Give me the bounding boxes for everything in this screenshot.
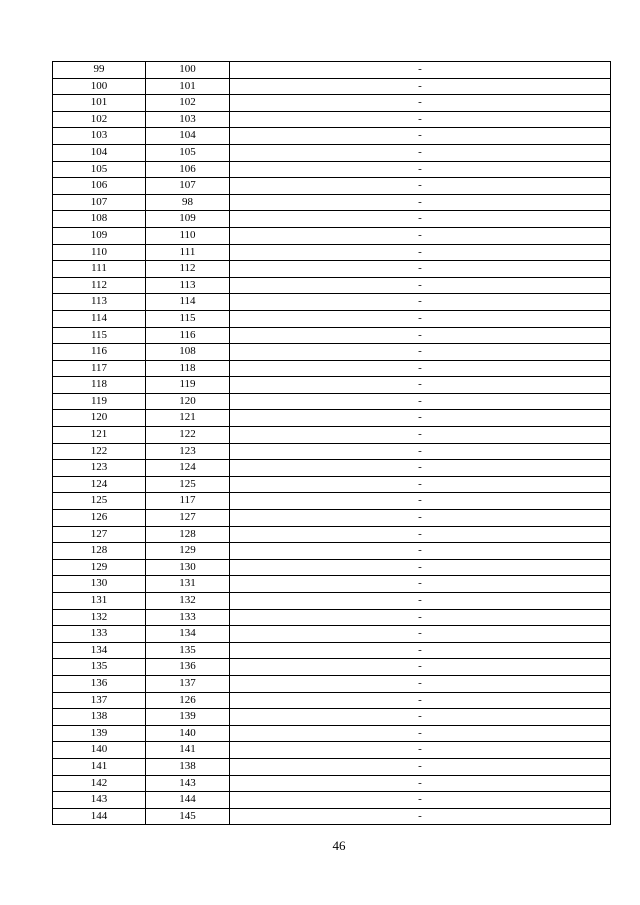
table-cell-col1: 126 — [53, 510, 146, 527]
table-cell-col1: 116 — [53, 344, 146, 361]
table-cell-col1: 139 — [53, 725, 146, 742]
table-cell-col2: 129 — [146, 543, 230, 560]
table-cell-col3: - — [230, 476, 611, 493]
table-row — [53, 460, 611, 477]
table-cell-col3: - — [230, 410, 611, 427]
table-cell-col2: 113 — [146, 277, 230, 294]
table-cell-col3: - — [230, 227, 611, 244]
table-cell-col3: - — [230, 543, 611, 560]
table-cell-col1: 125 — [53, 493, 146, 510]
table-cell-col2: 139 — [146, 709, 230, 726]
table-cell-col3: - — [230, 261, 611, 278]
table-cell-col2: 109 — [146, 211, 230, 228]
table-cell-col1: 118 — [53, 377, 146, 394]
page-number: 46 — [332, 838, 346, 853]
table-cell-col1: 105 — [53, 161, 146, 178]
table-cell-col1: 111 — [53, 261, 146, 278]
table-row — [53, 709, 611, 726]
table-cell-col1: 141 — [53, 758, 146, 775]
table-cell-col3: - — [230, 310, 611, 327]
table-row — [53, 510, 611, 527]
table-cell-col3: - — [230, 675, 611, 692]
table-cell-col3: - — [230, 626, 611, 643]
table-row — [53, 758, 611, 775]
table-cell-col1: 112 — [53, 277, 146, 294]
table-row — [53, 443, 611, 460]
table-cell-col3: - — [230, 709, 611, 726]
table-cell-col2: 123 — [146, 443, 230, 460]
table-cell-col3: - — [230, 78, 611, 95]
table-cell-col1: 137 — [53, 692, 146, 709]
table-cell-col3: - — [230, 758, 611, 775]
table-cell-col3: - — [230, 277, 611, 294]
table-cell-col2: 140 — [146, 725, 230, 742]
table-cell-col2: 126 — [146, 692, 230, 709]
table-cell-col3: - — [230, 742, 611, 759]
table-row — [53, 427, 611, 444]
table-row — [53, 178, 611, 195]
table-cell-col3: - — [230, 510, 611, 527]
table-row — [53, 344, 611, 361]
table-row — [53, 808, 611, 825]
table-cell-col2: 114 — [146, 294, 230, 311]
table-cell-col1: 113 — [53, 294, 146, 311]
table-cell-col1: 110 — [53, 244, 146, 261]
table-cell-col3: - — [230, 95, 611, 112]
table-row — [53, 576, 611, 593]
table-row — [53, 128, 611, 145]
table-cell-col1: 108 — [53, 211, 146, 228]
table-cell-col2: 121 — [146, 410, 230, 427]
table-cell-col1: 130 — [53, 576, 146, 593]
table-cell-col1: 140 — [53, 742, 146, 759]
table-cell-col3: - — [230, 526, 611, 543]
table-row — [53, 543, 611, 560]
table-cell-col1: 115 — [53, 327, 146, 344]
table-cell-col2: 127 — [146, 510, 230, 527]
table-cell-col2: 105 — [146, 144, 230, 161]
table-cell-col2: 135 — [146, 642, 230, 659]
table-cell-col3: - — [230, 576, 611, 593]
table-cell-col2: 124 — [146, 460, 230, 477]
table-cell-col1: 117 — [53, 360, 146, 377]
table-cell-col2: 132 — [146, 593, 230, 610]
table-cell-col1: 99 — [53, 62, 146, 79]
table-row — [53, 211, 611, 228]
table-row — [53, 476, 611, 493]
table-cell-col2: 141 — [146, 742, 230, 759]
table-cell-col1: 109 — [53, 227, 146, 244]
table-row — [53, 161, 611, 178]
table-cell-col2: 108 — [146, 344, 230, 361]
table-row — [53, 725, 611, 742]
table-row — [53, 692, 611, 709]
table-cell-col2: 133 — [146, 609, 230, 626]
table-cell-col1: 128 — [53, 543, 146, 560]
table-cell-col2: 101 — [146, 78, 230, 95]
table-cell-col3: - — [230, 144, 611, 161]
table-cell-col2: 116 — [146, 327, 230, 344]
table-cell-col3: - — [230, 393, 611, 410]
table-cell-col1: 100 — [53, 78, 146, 95]
table-cell-col2: 100 — [146, 62, 230, 79]
table-cell-col3: - — [230, 178, 611, 195]
table-cell-col3: - — [230, 725, 611, 742]
table-cell-col3: - — [230, 360, 611, 377]
table-cell-col2: 118 — [146, 360, 230, 377]
table-row — [53, 261, 611, 278]
table-cell-col1: 106 — [53, 178, 146, 195]
table-cell-col2: 119 — [146, 377, 230, 394]
table-cell-col1: 135 — [53, 659, 146, 676]
table-cell-col2: 144 — [146, 792, 230, 809]
table-cell-col1: 103 — [53, 128, 146, 145]
table-row — [53, 244, 611, 261]
table-row — [53, 62, 611, 79]
table-cell-col3: - — [230, 642, 611, 659]
table-cell-col1: 107 — [53, 194, 146, 211]
table-cell-col2: 110 — [146, 227, 230, 244]
table-cell-col2: 107 — [146, 178, 230, 195]
table-cell-col3: - — [230, 593, 611, 610]
table-cell-col3: - — [230, 460, 611, 477]
table-cell-col3: - — [230, 211, 611, 228]
table-cell-col3: - — [230, 493, 611, 510]
table-cell-col2: 125 — [146, 476, 230, 493]
table-cell-col2: 117 — [146, 493, 230, 510]
table-row — [53, 526, 611, 543]
table-cell-col1: 136 — [53, 675, 146, 692]
table-row — [53, 642, 611, 659]
table-row — [53, 144, 611, 161]
table-cell-col3: - — [230, 344, 611, 361]
table-cell-col2: 104 — [146, 128, 230, 145]
data-table — [52, 61, 611, 825]
table-cell-col1: 132 — [53, 609, 146, 626]
table-cell-col2: 137 — [146, 675, 230, 692]
table-row — [53, 675, 611, 692]
table-cell-col3: - — [230, 377, 611, 394]
table-cell-col3: - — [230, 161, 611, 178]
table-cell-col1: 114 — [53, 310, 146, 327]
table-cell-col3: - — [230, 294, 611, 311]
table-cell-col2: 131 — [146, 576, 230, 593]
table-row — [53, 310, 611, 327]
table-cell-col2: 111 — [146, 244, 230, 261]
table-cell-col3: - — [230, 62, 611, 79]
table-cell-col2: 102 — [146, 95, 230, 112]
table-cell-col3: - — [230, 443, 611, 460]
table-cell-col1: 120 — [53, 410, 146, 427]
table-cell-col3: - — [230, 244, 611, 261]
table-cell-col2: 122 — [146, 427, 230, 444]
table-row — [53, 294, 611, 311]
table-cell-col1: 123 — [53, 460, 146, 477]
table-row — [53, 78, 611, 95]
table-cell-col2: 136 — [146, 659, 230, 676]
table-cell-col2: 103 — [146, 111, 230, 128]
table-cell-col2: 130 — [146, 559, 230, 576]
table-cell-col3: - — [230, 659, 611, 676]
table-row — [53, 626, 611, 643]
table-cell-col1: 133 — [53, 626, 146, 643]
table-cell-col1: 129 — [53, 559, 146, 576]
table-cell-col3: - — [230, 775, 611, 792]
table-row — [53, 393, 611, 410]
table-body — [53, 62, 611, 825]
table-row — [53, 194, 611, 211]
table-cell-col2: 106 — [146, 161, 230, 178]
table-cell-col1: 142 — [53, 775, 146, 792]
table-row — [53, 277, 611, 294]
table-row — [53, 227, 611, 244]
table-cell-col3: - — [230, 111, 611, 128]
table-row — [53, 559, 611, 576]
table-row — [53, 410, 611, 427]
table-row — [53, 111, 611, 128]
table-cell-col2: 145 — [146, 808, 230, 825]
table-row — [53, 360, 611, 377]
table-cell-col2: 120 — [146, 393, 230, 410]
table-row — [53, 377, 611, 394]
table-cell-col1: 124 — [53, 476, 146, 493]
table-cell-col1: 102 — [53, 111, 146, 128]
table-cell-col3: - — [230, 327, 611, 344]
table-cell-col3: - — [230, 128, 611, 145]
table-cell-col1: 143 — [53, 792, 146, 809]
table-cell-col1: 144 — [53, 808, 146, 825]
table-cell-col3: - — [230, 559, 611, 576]
table-cell-col1: 101 — [53, 95, 146, 112]
table-row — [53, 493, 611, 510]
table-cell-col3: - — [230, 808, 611, 825]
table-cell-col1: 122 — [53, 443, 146, 460]
table-cell-col3: - — [230, 427, 611, 444]
table-row — [53, 95, 611, 112]
table-cell-col1: 138 — [53, 709, 146, 726]
table-cell-col3: - — [230, 692, 611, 709]
table-row — [53, 593, 611, 610]
table-cell-col3: - — [230, 194, 611, 211]
table-row — [53, 742, 611, 759]
table-cell-col3: - — [230, 609, 611, 626]
table-cell-col1: 121 — [53, 427, 146, 444]
table-cell-col1: 119 — [53, 393, 146, 410]
table-row — [53, 792, 611, 809]
table-cell-col2: 98 — [146, 194, 230, 211]
table-cell-col2: 128 — [146, 526, 230, 543]
table-row — [53, 609, 611, 626]
table-cell-col1: 134 — [53, 642, 146, 659]
table-row — [53, 775, 611, 792]
table-cell-col1: 104 — [53, 144, 146, 161]
table-cell-col2: 138 — [146, 758, 230, 775]
table-cell-col2: 115 — [146, 310, 230, 327]
table-cell-col2: 134 — [146, 626, 230, 643]
table-cell-col2: 112 — [146, 261, 230, 278]
table-cell-col3: - — [230, 792, 611, 809]
table-cell-col2: 143 — [146, 775, 230, 792]
table-cell-col1: 127 — [53, 526, 146, 543]
table-cell-col1: 131 — [53, 593, 146, 610]
table-row — [53, 659, 611, 676]
table-row — [53, 327, 611, 344]
